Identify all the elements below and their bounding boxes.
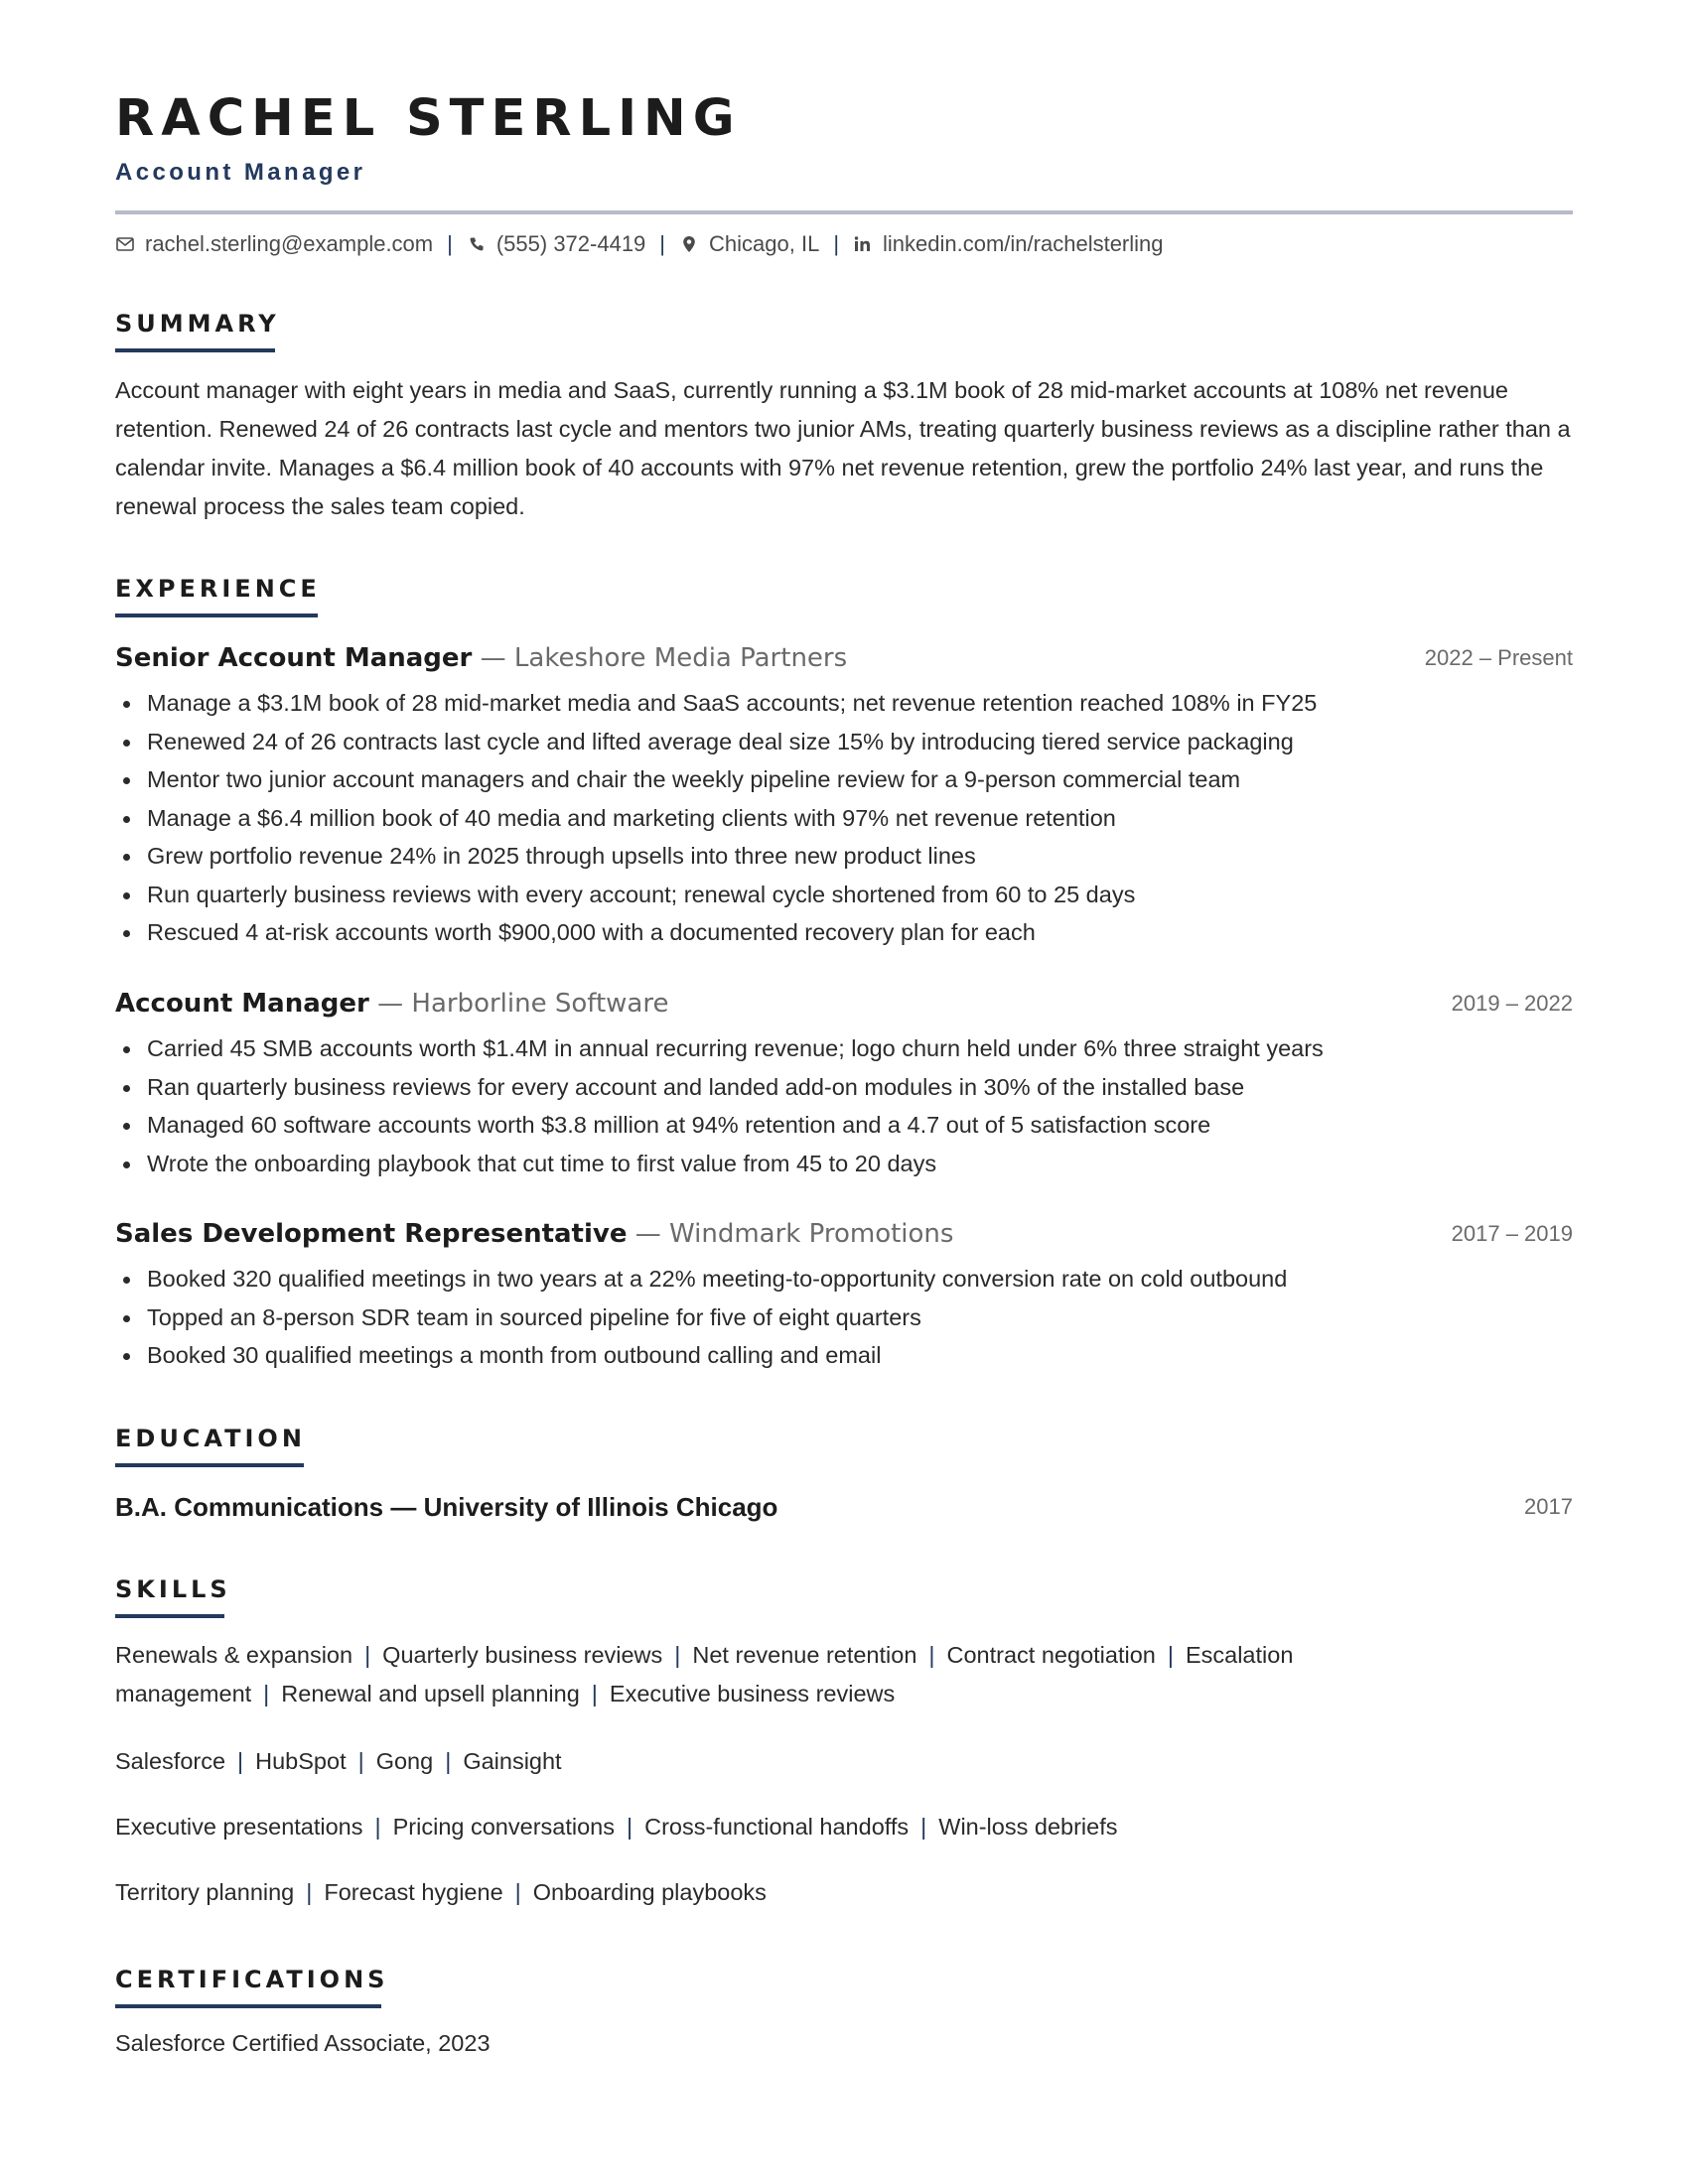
skill-item: HubSpot xyxy=(255,1748,347,1774)
skill-separator: | xyxy=(591,1680,598,1706)
skill-item: Renewal and upsell planning xyxy=(281,1680,580,1706)
skill-separator: | xyxy=(928,1642,935,1668)
skill-item: Net revenue retention xyxy=(692,1642,917,1668)
skill-separator: | xyxy=(674,1642,681,1668)
job-title: Senior Account Manager xyxy=(115,643,473,673)
job-title-line xyxy=(115,640,847,676)
skill-separator: | xyxy=(364,1642,371,1668)
skill-item: Win-loss debriefs xyxy=(938,1814,1118,1840)
education-underline xyxy=(115,1463,304,1467)
email-text: rachel.sterling@example.com xyxy=(145,231,434,256)
experience-underline xyxy=(115,614,318,617)
job-bullets xyxy=(115,1029,1573,1182)
list-item: Renewed 24 of 26 contracts last cycle and lifted average deal size 15% by introducing tiered service packaging xyxy=(147,723,1573,761)
list-item: Rescued 4 at-risk accounts worth $900,000 with a documented recovery plan for each xyxy=(147,913,1573,952)
skills-group xyxy=(115,1873,1525,1912)
job-header xyxy=(115,1216,1573,1252)
skills-group xyxy=(115,1808,1525,1846)
skill-item: Gainsight xyxy=(463,1748,562,1774)
skills-group xyxy=(115,1742,1525,1781)
skill-separator: | xyxy=(237,1748,244,1774)
contact-location xyxy=(679,231,819,257)
skill-item: Contract negotiation xyxy=(946,1642,1156,1668)
contact-phone[interactable] xyxy=(467,231,645,257)
contact-separator: | xyxy=(833,231,840,256)
list-item: Booked 30 qualified meetings a month from outbound calling and email xyxy=(147,1336,1573,1375)
skill-item: Quarterly business reviews xyxy=(382,1642,663,1668)
job-company: — Lakeshore Media Partners xyxy=(472,643,848,673)
list-item: Manage a $3.1M book of 28 mid-market media and SaaS accounts; net revenue retention reached 108% in FY25 xyxy=(147,684,1573,723)
skill-item: Pricing conversations xyxy=(392,1814,615,1840)
job-title-line xyxy=(115,1216,953,1252)
contact-separator: | xyxy=(447,231,453,256)
skill-separator: | xyxy=(626,1814,633,1840)
education-entry xyxy=(115,1489,1573,1525)
linkedin-text: linkedin.com/in/rachelsterling xyxy=(883,231,1164,256)
skill-item: Executive presentations xyxy=(115,1814,363,1840)
education-year: 2017 xyxy=(1524,1494,1573,1519)
contact-bar xyxy=(115,228,1164,260)
skill-separator: | xyxy=(306,1879,313,1905)
skill-item: Salesforce xyxy=(115,1748,226,1774)
skill-separator: | xyxy=(445,1748,452,1774)
list-item: Ran quarterly business reviews for every account and landed add-on modules in 30% of the installed base xyxy=(147,1068,1573,1107)
job-header xyxy=(115,640,1573,676)
skill-item: Territory planning xyxy=(115,1879,295,1905)
skill-item: Gong xyxy=(375,1748,434,1774)
location-text: Chicago, IL xyxy=(709,231,820,256)
contact-email[interactable] xyxy=(115,231,433,257)
skill-item: Escalation management xyxy=(115,1642,1294,1706)
education-heading: EDUCATION xyxy=(115,1425,306,1452)
list-item: Mentor two junior account managers and chair the weekly pipeline review for a 9-person commercial team xyxy=(147,760,1573,799)
phone-icon xyxy=(467,234,487,254)
skill-separator: | xyxy=(374,1814,381,1840)
summary-text: Account manager with eight years in media and SaaS, currently running a $3.1M book of 28 mid-market accounts at 108% net revenue retention. Renewed 24 of 26 contracts last cycle and mentors two junior AMs, treating quarterly business reviews as a discipline rather than a calendar invite. Manages a $6.4 million book of 40 accounts with 97% net revenue retention, grew the portfolio 24% last year, and runs the renewal process the sales team copied. xyxy=(115,377,1571,519)
skill-item: Cross-functional handoffs xyxy=(644,1814,910,1840)
job-dates: 2022 – Present xyxy=(1424,645,1573,670)
skill-separator: | xyxy=(514,1879,521,1905)
phone-text: (555) 372-4419 xyxy=(495,231,646,256)
contact-separator: | xyxy=(659,231,666,256)
list-item: Grew portfolio revenue 24% in 2025 through upsells into three new product lines xyxy=(147,837,1573,876)
skills-heading: SKILLS xyxy=(115,1575,231,1603)
job-bullets xyxy=(115,684,1573,952)
job-company: — Windmark Promotions xyxy=(627,1219,954,1249)
candidate-role: Account Manager xyxy=(115,159,366,186)
mail-icon xyxy=(115,234,135,254)
skills-underline xyxy=(115,1614,224,1618)
job-bullets xyxy=(115,1260,1573,1375)
skill-separator: | xyxy=(357,1748,364,1774)
contact-linkedin[interactable] xyxy=(853,231,1163,257)
list-item: Run quarterly business reviews with every account; renewal cycle shortened from 60 to 25 days xyxy=(147,876,1573,914)
list-item: Carried 45 SMB accounts worth $1.4M in annual recurring revenue; logo churn held under 6% three straight years xyxy=(147,1029,1573,1068)
certifications-underline xyxy=(115,2004,381,2008)
list-item: Booked 320 qualified meetings in two years at a 22% meeting-to-opportunity conversion rate on cold outbound xyxy=(147,1260,1573,1298)
skill-separator: | xyxy=(1167,1642,1174,1668)
job-header xyxy=(115,986,1573,1022)
location-pin-icon xyxy=(679,234,699,254)
job-title: Sales Development Representative xyxy=(115,1219,628,1249)
skills-group xyxy=(115,1636,1525,1712)
skill-item: Renewals & expansion xyxy=(115,1642,353,1668)
job-title: Account Manager xyxy=(115,989,369,1019)
header-divider xyxy=(115,210,1573,214)
job-dates: 2017 – 2019 xyxy=(1451,1221,1573,1246)
job-dates: 2019 – 2022 xyxy=(1451,991,1573,1016)
list-item: Managed 60 software accounts worth $3.8 million at 94% retention and a 4.7 out of 5 satisfaction score xyxy=(147,1106,1573,1145)
linkedin-icon xyxy=(853,234,873,254)
candidate-name: RACHEL STERLING xyxy=(115,89,742,148)
skill-item: Forecast hygiene xyxy=(324,1879,503,1905)
list-item: Wrote the onboarding playbook that cut time to first value from 45 to 20 days xyxy=(147,1145,1573,1183)
education-degree: B.A. Communications — University of Illinois Chicago xyxy=(115,1492,778,1522)
summary-heading: SUMMARY xyxy=(115,310,280,338)
skill-separator: | xyxy=(263,1680,270,1706)
certification-item: Salesforce Certified Associate, 2023 xyxy=(115,2030,491,2056)
list-item: Manage a $6.4 million book of 40 media and marketing clients with 97% net revenue retention xyxy=(147,799,1573,838)
skill-separator: | xyxy=(920,1814,927,1840)
list-item: Topped an 8-person SDR team in sourced pipeline for five of eight quarters xyxy=(147,1298,1573,1337)
summary-underline xyxy=(115,348,275,352)
skill-item: Executive business reviews xyxy=(609,1680,896,1706)
job-title-line xyxy=(115,986,668,1022)
skill-item: Onboarding playbooks xyxy=(532,1879,767,1905)
experience-heading: EXPERIENCE xyxy=(115,575,321,603)
job-company: — Harborline Software xyxy=(368,989,669,1019)
certifications-heading: CERTIFICATIONS xyxy=(115,1966,389,1993)
